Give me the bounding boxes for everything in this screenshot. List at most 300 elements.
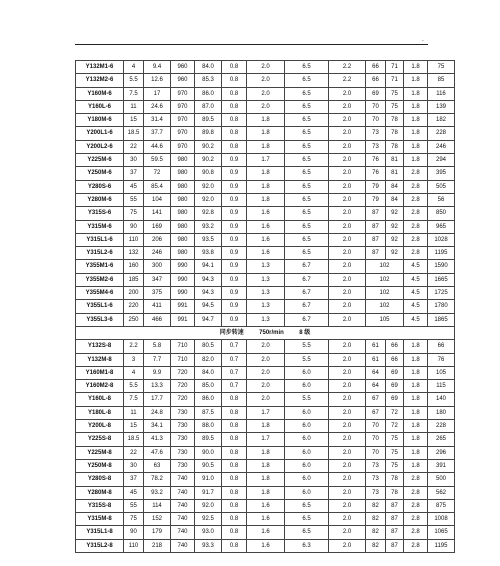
table-cell: 140	[428, 393, 455, 406]
table-cell: 0.9	[222, 247, 247, 260]
model-cell: Y180M-6	[76, 114, 124, 127]
table-cell: 730	[171, 420, 195, 433]
table-cell: 73	[366, 127, 386, 140]
table-cell: 2.0	[329, 233, 366, 246]
table-cell: 70	[366, 433, 386, 446]
table-cell: 2.2	[124, 340, 144, 353]
table-cell: 875	[428, 499, 455, 512]
table-row	[76, 100, 455, 113]
model-cell: Y225M-6	[76, 154, 124, 167]
table-row	[76, 167, 455, 180]
table-cell: 1.8	[247, 127, 285, 140]
table-cell: 2.0	[329, 420, 366, 433]
table-row	[76, 61, 455, 74]
table-row	[76, 140, 455, 153]
table-cell: 92.8	[195, 207, 222, 220]
table-cell: 71	[386, 61, 404, 74]
table-cell: 75	[386, 446, 404, 459]
table-cell: 90	[124, 526, 144, 539]
table-cell: 2.0	[329, 353, 366, 366]
table-cell: 2.0	[329, 446, 366, 459]
table-cell: 179	[144, 526, 171, 539]
table-cell: 1.8	[404, 61, 428, 74]
table-cell: 152	[144, 513, 171, 526]
model-cell: Y250M-8	[76, 459, 124, 472]
table-cell: 2.0	[329, 300, 366, 313]
section-label-b: 750r/min	[259, 329, 284, 336]
table-cell: 93.3	[195, 539, 222, 552]
table-cell: 6.5	[285, 167, 329, 180]
table-cell: 6.3	[285, 539, 329, 552]
table-cell: 9.4	[144, 61, 171, 74]
table-cell: 92.0	[195, 180, 222, 193]
table-cell: 80.5	[195, 340, 222, 353]
table-cell: 75	[386, 459, 404, 472]
table-cell: 206	[144, 233, 171, 246]
table-cell: 466	[144, 313, 171, 326]
table-cell: 5.5	[124, 74, 144, 87]
table-cell: 740	[171, 473, 195, 486]
table-cell: 1.8	[404, 340, 428, 353]
table-cell: 102	[366, 273, 404, 286]
table-cell: 11	[124, 406, 144, 419]
model-cell: Y315S-8	[76, 499, 124, 512]
table-cell: 0.8	[222, 61, 247, 74]
table-cell: 102	[366, 287, 404, 300]
table-cell: 0.9	[222, 193, 247, 206]
table-cell: 2.8	[404, 499, 428, 512]
table-cell: 1.6	[247, 220, 285, 233]
table-cell: 411	[144, 300, 171, 313]
model-cell: Y132S-8	[76, 340, 124, 353]
table-cell: 1.8	[247, 446, 285, 459]
table-cell: 85.3	[195, 74, 222, 87]
table-cell: 17	[144, 87, 171, 100]
table-cell: 61	[366, 353, 386, 366]
table-cell: 1.8	[404, 127, 428, 140]
table-cell: 87	[386, 539, 404, 552]
table-cell: 395	[428, 167, 455, 180]
table-cell: 1665	[428, 273, 455, 286]
table-cell: 92	[386, 207, 404, 220]
model-cell: Y132M-8	[76, 353, 124, 366]
table-cell: 265	[428, 433, 455, 446]
table-cell: 22	[124, 446, 144, 459]
table-cell: 1.8	[247, 167, 285, 180]
model-cell: Y315L1-6	[76, 233, 124, 246]
table-row	[76, 406, 455, 419]
table-cell: 970	[171, 100, 195, 113]
table-cell: 0.9	[222, 220, 247, 233]
table-cell: 0.8	[222, 406, 247, 419]
table-cell: 2.0	[329, 486, 366, 499]
table-cell: 0.9	[222, 207, 247, 220]
table-cell: 1.6	[247, 247, 285, 260]
table-cell: 0.9	[222, 233, 247, 246]
table-cell: 0.7	[222, 353, 247, 366]
table-cell: 6.5	[285, 114, 329, 127]
table-cell: 67	[366, 393, 386, 406]
model-cell: Y315M-6	[76, 220, 124, 233]
table-cell: 78.2	[144, 473, 171, 486]
table-cell: 1.8	[247, 114, 285, 127]
table-cell: 93.5	[195, 233, 222, 246]
table-row	[76, 114, 455, 127]
table-cell: 740	[171, 499, 195, 512]
table-row	[76, 380, 455, 393]
table-cell: 6.5	[285, 526, 329, 539]
table-cell: 6.5	[285, 207, 329, 220]
table-cell: 75	[386, 100, 404, 113]
table-row	[76, 539, 455, 552]
table-cell: 47.6	[144, 446, 171, 459]
model-cell: Y160L-6	[76, 100, 124, 113]
table-cell: 0.8	[222, 393, 247, 406]
table-cell: 11	[124, 100, 144, 113]
table-cell: 0.8	[222, 74, 247, 87]
table-row	[76, 207, 455, 220]
table-row	[76, 127, 455, 140]
table-cell: 2.0	[329, 273, 366, 286]
table-row	[76, 180, 455, 193]
model-cell: Y315L2-6	[76, 247, 124, 260]
table-cell: 1.8	[404, 420, 428, 433]
table-cell: 86.0	[195, 393, 222, 406]
table-cell: 6.5	[285, 61, 329, 74]
table-cell: 2.0	[247, 366, 285, 379]
table-cell: 2.8	[404, 486, 428, 499]
table-cell: 300	[144, 260, 171, 273]
table-row	[76, 473, 455, 486]
table-cell: 2.0	[329, 539, 366, 552]
table-row	[76, 459, 455, 472]
table-cell: 169	[144, 220, 171, 233]
table-cell: 81	[386, 154, 404, 167]
separator-cell	[76, 326, 455, 339]
table-cell: 6.5	[285, 513, 329, 526]
table-cell: 30	[124, 154, 144, 167]
table-cell: 70	[366, 420, 386, 433]
table-cell: 75	[124, 207, 144, 220]
table-cell: 2.8	[404, 220, 428, 233]
table-cell: 4.5	[404, 287, 428, 300]
table-cell: 18.5	[124, 433, 144, 446]
table-cell: 6.0	[285, 406, 329, 419]
table-cell: 110	[124, 233, 144, 246]
table-cell: 0.8	[222, 539, 247, 552]
model-cell: Y160M1-8	[76, 366, 124, 379]
model-cell: Y355M4-6	[76, 287, 124, 300]
table-row	[76, 233, 455, 246]
model-cell: Y280M-8	[76, 486, 124, 499]
table-cell: 66	[366, 61, 386, 74]
table-cell: 740	[171, 526, 195, 539]
table-body-6pole	[76, 61, 455, 327]
table-cell: 94.1	[195, 260, 222, 273]
table-body-8pole	[76, 340, 455, 553]
table-cell: 7.5	[124, 393, 144, 406]
table-cell: 970	[171, 127, 195, 140]
table-cell: 6.5	[285, 220, 329, 233]
table-cell: 1.8	[247, 140, 285, 153]
table-cell: 2.0	[329, 499, 366, 512]
table-cell: 87	[366, 233, 386, 246]
table-cell: 37.7	[144, 127, 171, 140]
table-cell: 66	[366, 74, 386, 87]
table-cell: 94.7	[195, 313, 222, 326]
table-cell: 84.0	[195, 61, 222, 74]
table-row	[76, 499, 455, 512]
model-cell: Y250M-6	[76, 167, 124, 180]
table-cell: 0.8	[222, 433, 247, 446]
table-cell: 64	[366, 380, 386, 393]
table-cell: 391	[428, 459, 455, 472]
table-cell: 82	[366, 499, 386, 512]
table-cell: 0.9	[222, 180, 247, 193]
table-cell: 1.8	[247, 459, 285, 472]
table-cell: 4	[124, 61, 144, 74]
table-cell: 18.5	[124, 127, 144, 140]
table-cell: 1.8	[404, 140, 428, 153]
model-cell: Y280S-6	[76, 180, 124, 193]
table-cell: 15	[124, 420, 144, 433]
table-cell: 70	[366, 100, 386, 113]
table-cell: 139	[428, 100, 455, 113]
model-cell: Y315L2-8	[76, 539, 124, 552]
table-cell: 0.9	[222, 273, 247, 286]
table-cell: 87	[366, 207, 386, 220]
table-cell: 90.2	[195, 140, 222, 153]
table-cell: 102	[366, 260, 404, 273]
table-cell: 78	[386, 486, 404, 499]
table-cell: 0.7	[222, 366, 247, 379]
model-cell: Y132M1-6	[76, 61, 124, 74]
table-cell: 990	[171, 260, 195, 273]
table-cell: 294	[428, 154, 455, 167]
table-cell: 1590	[428, 260, 455, 273]
table-cell: 2.0	[247, 74, 285, 87]
table-cell: 220	[124, 300, 144, 313]
table-cell: 1.8	[404, 366, 428, 379]
table-cell: 45	[124, 180, 144, 193]
table-cell: 740	[171, 513, 195, 526]
table-cell: 66	[386, 353, 404, 366]
table-cell: 970	[171, 114, 195, 127]
table-cell: 44.6	[144, 140, 171, 153]
table-cell: 375	[144, 287, 171, 300]
table-cell: 1.8	[404, 380, 428, 393]
table-cell: 6.7	[285, 300, 329, 313]
table-cell: 1865	[428, 313, 455, 326]
table-cell: 75	[428, 61, 455, 74]
table-cell: 87.5	[195, 406, 222, 419]
table-cell: 12.6	[144, 74, 171, 87]
table-cell: 1.7	[247, 154, 285, 167]
table-cell: 45	[124, 486, 144, 499]
header-rule	[75, 44, 428, 45]
table-cell: 980	[171, 220, 195, 233]
model-cell: Y200L1-6	[76, 127, 124, 140]
table-cell: 2.0	[329, 526, 366, 539]
table-cell: 1.8	[404, 154, 428, 167]
table-cell: 79	[366, 193, 386, 206]
table-cell: 1.8	[404, 393, 428, 406]
table-cell: 93.2	[144, 486, 171, 499]
table-cell: 6.5	[285, 193, 329, 206]
table-cell: 246	[428, 140, 455, 153]
table-cell: 1.8	[247, 473, 285, 486]
table-cell: 31.4	[144, 114, 171, 127]
table-cell: 185	[124, 273, 144, 286]
table-cell: 0.8	[222, 140, 247, 153]
table-cell: 87	[386, 526, 404, 539]
table-cell: 1.8	[404, 433, 428, 446]
table-cell: 2.8	[404, 180, 428, 193]
table-row	[76, 446, 455, 459]
table-cell: 347	[144, 273, 171, 286]
table-cell: 2.0	[247, 87, 285, 100]
table-cell: 1.3	[247, 273, 285, 286]
table-cell: 991	[171, 300, 195, 313]
table-cell: 970	[171, 140, 195, 153]
table-cell: 91.0	[195, 473, 222, 486]
table-cell: 740	[171, 539, 195, 552]
model-cell: Y315S-6	[76, 207, 124, 220]
table-cell: 1.6	[247, 499, 285, 512]
table-cell: 0.8	[222, 87, 247, 100]
table-cell: 2.0	[329, 380, 366, 393]
table-cell: 92.0	[195, 499, 222, 512]
table-cell: 37	[124, 167, 144, 180]
table-cell: 110	[124, 539, 144, 552]
table-cell: 78	[386, 114, 404, 127]
table-cell: 2.0	[329, 313, 366, 326]
table-cell: 0.8	[222, 100, 247, 113]
separator-row	[76, 326, 455, 339]
model-cell: Y315M-8	[76, 513, 124, 526]
table-cell: 90.2	[195, 154, 222, 167]
table-cell: 30	[124, 459, 144, 472]
table-cell: 22	[124, 140, 144, 153]
motor-spec-table	[75, 60, 455, 553]
section-label-c: 8 级	[299, 329, 311, 336]
table-cell: 6.0	[285, 446, 329, 459]
table-cell: 6.5	[285, 74, 329, 87]
table-cell: 710	[171, 340, 195, 353]
table-cell: 0.7	[222, 380, 247, 393]
table-cell: 56	[428, 193, 455, 206]
table-row	[76, 513, 455, 526]
table-row	[76, 260, 455, 273]
model-cell: Y160L-8	[76, 393, 124, 406]
table-cell: 2.0	[329, 406, 366, 419]
model-cell: Y160M2-8	[76, 380, 124, 393]
table-cell: 562	[428, 486, 455, 499]
table-cell: 0.8	[222, 459, 247, 472]
table-cell: 76	[428, 353, 455, 366]
table-cell: 990	[171, 287, 195, 300]
table-cell: 1.7	[247, 406, 285, 419]
table-cell: 17.7	[144, 393, 171, 406]
table-cell: 85.0	[195, 380, 222, 393]
table-cell: 1.8	[404, 114, 428, 127]
table-cell: 72	[386, 420, 404, 433]
table-cell: 105	[366, 313, 404, 326]
table-cell: 114	[144, 499, 171, 512]
table-cell: 1065	[428, 526, 455, 539]
table-cell: 6.5	[285, 87, 329, 100]
table-cell: 93.8	[195, 247, 222, 260]
section-label-a: 同步转速	[219, 329, 244, 336]
table-cell: 730	[171, 459, 195, 472]
table-cell: 2.0	[247, 380, 285, 393]
table-cell: 505	[428, 180, 455, 193]
table-cell: 980	[171, 233, 195, 246]
table-cell: 160	[124, 260, 144, 273]
table-cell: 92	[386, 247, 404, 260]
table-cell: 1.8	[247, 420, 285, 433]
table-cell: 104	[144, 193, 171, 206]
table-cell: 66	[428, 340, 455, 353]
table-cell: 2.0	[329, 260, 366, 273]
table-row	[76, 486, 455, 499]
table-cell: 2.0	[329, 247, 366, 260]
table-cell: 6.5	[285, 233, 329, 246]
table-row	[76, 433, 455, 446]
table-cell: 2.0	[329, 87, 366, 100]
table-cell: 1780	[428, 300, 455, 313]
table-cell: 850	[428, 207, 455, 220]
table-cell: 69	[386, 393, 404, 406]
table-row	[76, 247, 455, 260]
table-row	[76, 220, 455, 233]
table-cell: 1.3	[247, 260, 285, 273]
table-cell: 1.8	[404, 87, 428, 100]
table-cell: 1195	[428, 247, 455, 260]
model-cell: Y280M-6	[76, 193, 124, 206]
table-cell: 2.0	[329, 100, 366, 113]
table-cell: 246	[144, 247, 171, 260]
table-row	[76, 300, 455, 313]
table-cell: 6.5	[285, 247, 329, 260]
table-cell: 6.7	[285, 260, 329, 273]
table-cell: 1195	[428, 539, 455, 552]
table-cell: 2.2	[329, 61, 366, 74]
table-cell: 141	[144, 207, 171, 220]
table-cell: 116	[428, 87, 455, 100]
table-cell: 89.8	[195, 127, 222, 140]
table-cell: 94.3	[195, 273, 222, 286]
table-cell: 4.5	[404, 273, 428, 286]
section-separator	[76, 326, 455, 339]
table-cell: 70	[366, 446, 386, 459]
table-cell: 76	[366, 154, 386, 167]
table-cell: 6.7	[285, 273, 329, 286]
table-cell: 93.0	[195, 526, 222, 539]
table-cell: 0.8	[222, 486, 247, 499]
table-cell: 84.0	[195, 366, 222, 379]
model-cell: Y225M-8	[76, 446, 124, 459]
table-cell: 4.5	[404, 260, 428, 273]
table-cell: 6.5	[285, 180, 329, 193]
table-cell: 76	[366, 167, 386, 180]
model-cell: Y225S-8	[76, 433, 124, 446]
model-cell: Y315L1-8	[76, 526, 124, 539]
table-cell: 2.8	[404, 473, 428, 486]
table-cell: 92.0	[195, 193, 222, 206]
table-row	[76, 393, 455, 406]
table-cell: 1.7	[247, 433, 285, 446]
